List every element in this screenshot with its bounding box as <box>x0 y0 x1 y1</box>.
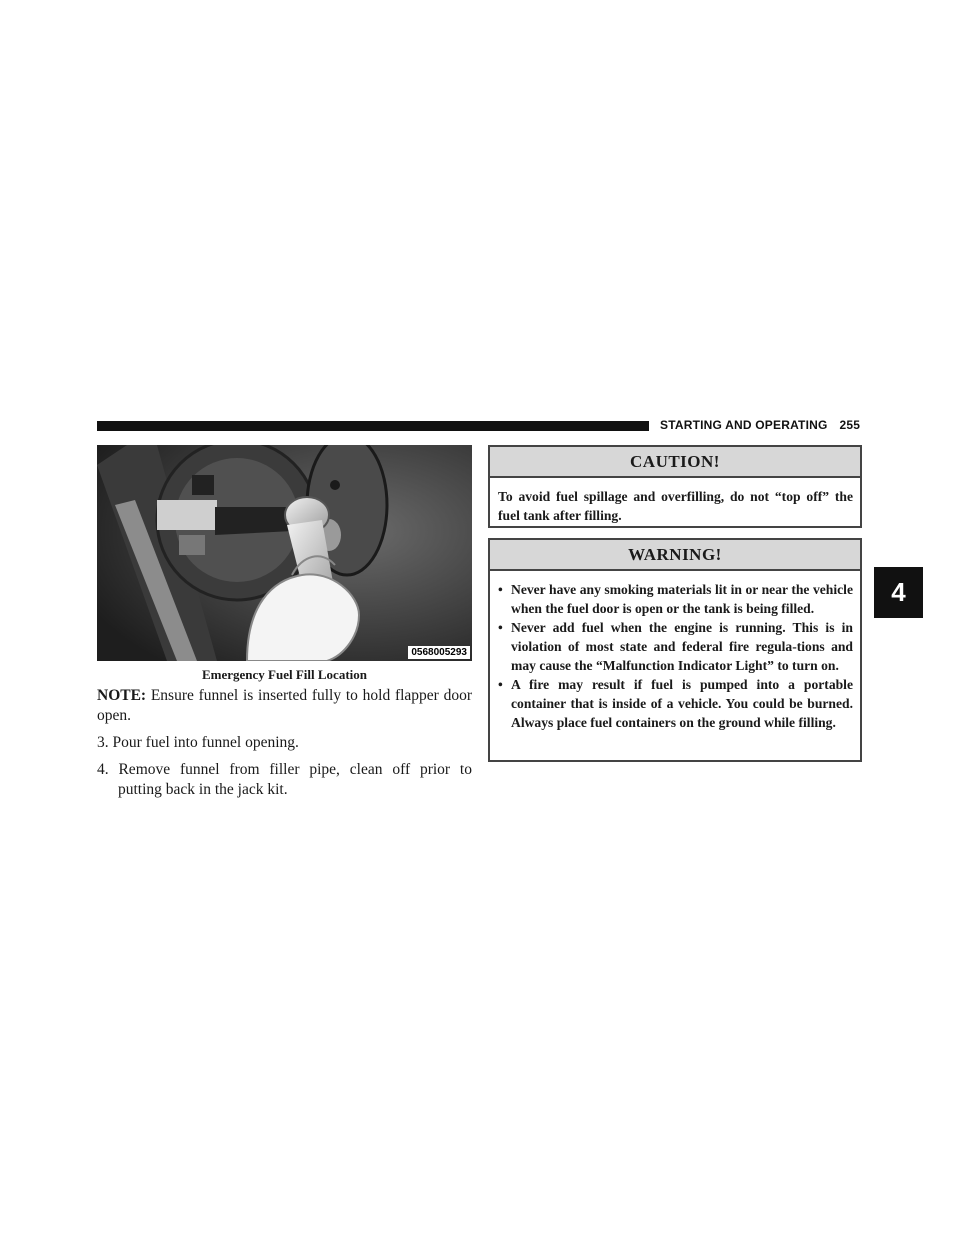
caution-title: CAUTION! <box>490 447 860 478</box>
step-4-line-1: 4. Remove funnel from filler pipe, clean off prior to <box>97 761 472 778</box>
note-label: NOTE: <box>97 687 147 704</box>
step-4 <box>97 760 472 800</box>
running-header <box>660 418 860 432</box>
figure-caption: Emergency Fuel Fill Location <box>201 667 367 682</box>
caution-text: To avoid fuel spillage and overfilling, do not “top off” the fuel tank after filling. <box>498 489 853 523</box>
page-number: 255 <box>839 418 861 432</box>
step-4-line-2: putting back in the jack kit. <box>118 781 288 798</box>
header-rule <box>97 421 649 431</box>
fuel-fill-illustration <box>97 445 472 661</box>
warning-item: • Never add fuel when the engine is running. This is in violation of most state and federal fire regula-tions and may cause the “Malfunction Indicator Light” to turn on. <box>498 620 853 673</box>
warning-box <box>488 538 862 762</box>
warning-title: WARNING! <box>490 540 860 571</box>
note-paragraph <box>97 686 472 726</box>
bullet-icon: • <box>498 677 503 692</box>
fuel-door-funnel-drawing <box>97 445 472 661</box>
figure-code: 0568005293 <box>408 646 470 659</box>
warning-item: • A fire may result if fuel is pumped into a portable container that is inside of a vehicle. You could be burned. Always place fuel containers on the ground while filling. <box>498 677 853 730</box>
chapter-tab: 4 <box>874 567 923 618</box>
warning-body <box>490 571 860 741</box>
step-3: 3. Pour fuel into funnel opening. <box>97 734 299 751</box>
warning-list <box>498 580 853 732</box>
caution-box <box>488 445 862 528</box>
bullet-icon: • <box>498 582 503 597</box>
warning-item: • Never have any smoking materials lit in or near the vehicle when the fuel door is open or the tank is being filled. <box>498 582 853 616</box>
note-text: Ensure funnel is inserted fully to hold flapper door open. <box>97 687 472 724</box>
section-title: STARTING AND OPERATING <box>660 418 828 432</box>
bullet-icon: • <box>498 620 503 635</box>
